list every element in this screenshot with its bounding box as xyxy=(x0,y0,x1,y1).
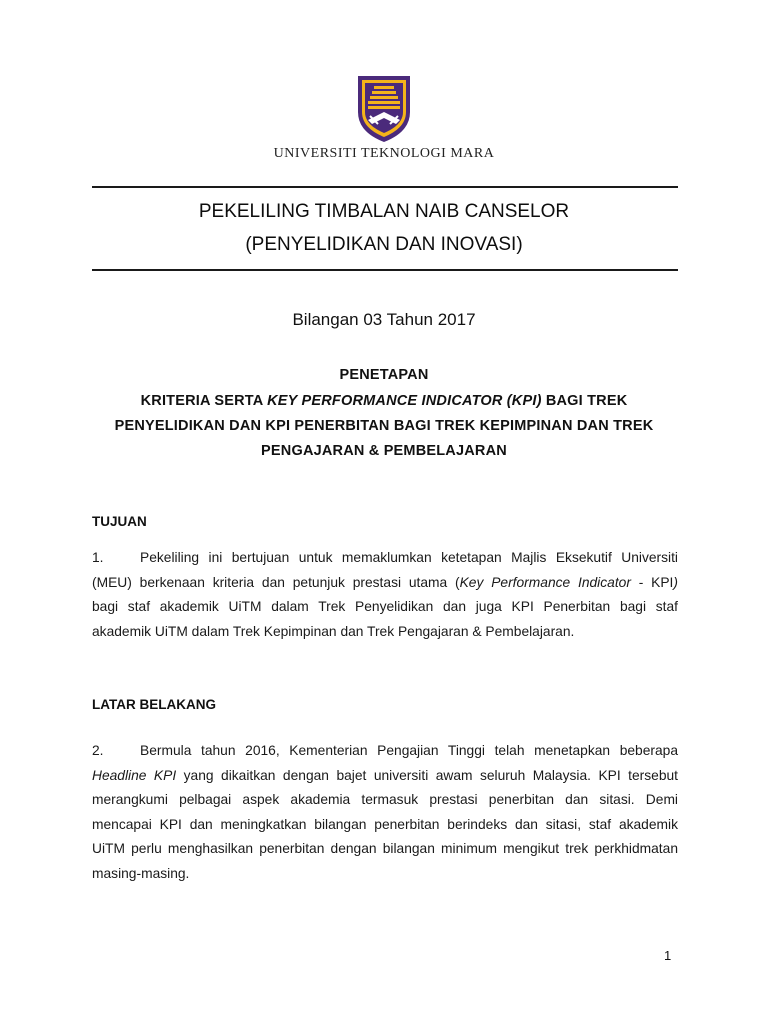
paragraph-text: Bermula tahun 2016, Kementerian Pengajian Tinggi telah menetapkan beberapa xyxy=(140,743,678,758)
subject-text: KRITERIA SERTA xyxy=(140,393,268,409)
circular-number: Bilangan 03 Tahun 2017 xyxy=(292,310,476,329)
university-name: UNIVERSITI TEKNOLOGI MARA xyxy=(273,146,495,161)
paragraph-line: mencapai KPI dan meningkatkan bilangan penerbitan berindeks dan sitasi, staf akademik xyxy=(92,816,678,832)
paragraph-text: yang dikaitkan dengan bajet universiti awam seluruh Malaysia. KPI tersebut xyxy=(176,767,678,783)
page-number: 1 xyxy=(664,948,672,963)
uitm-crest-icon xyxy=(356,74,412,144)
subject-italic-text: KEY PERFORMANCE INDICATOR (KPI) xyxy=(267,393,542,409)
subject-line-1 xyxy=(0,393,768,409)
paragraph-italic: Headline KPI xyxy=(92,767,177,783)
paragraph-text: - KPI xyxy=(630,574,674,590)
subject-line-2: PENYELIDIKAN DAN KPI PENERBITAN BAGI TREK KEPIMPINAN DAN TREK xyxy=(114,418,654,434)
paragraph-italic: Key Performance Indicator xyxy=(459,574,631,590)
paragraph-line: masing-masing. xyxy=(92,865,190,881)
top-rule xyxy=(92,186,678,188)
paragraph-line: bagi staf akademik UiTM dalam Trek Penyelidikan dan juga KPI Penerbitan bagi staf xyxy=(92,599,678,614)
paragraph-1 xyxy=(92,546,678,644)
document-title: PEKELILING TIMBALAN NAIB CANSELOR xyxy=(198,201,570,222)
paragraph-line xyxy=(92,764,678,789)
subject-line-3: PENGAJARAN & PEMBELAJARAN xyxy=(261,443,507,459)
paragraph-text: Pekeliling ini bertujuan untuk memaklumkan ketetapan Majlis Eksekutif Universiti xyxy=(140,550,678,565)
bottom-rule xyxy=(92,269,678,271)
paragraph-number: 1. xyxy=(92,550,104,565)
paragraph-line xyxy=(92,546,678,571)
paragraph-2 xyxy=(92,739,678,886)
section-heading-tujuan: TUJUAN xyxy=(92,514,147,529)
paragraph-number: 2. xyxy=(92,743,104,758)
paragraph-line: UiTM perlu menghasilkan penerbitan dengan bilangan minimum mengikut trek perkhidmatan xyxy=(92,841,678,856)
paragraph-line: merangkumi pelbagai aspek akademia termasuk prestasi penerbitan dan sitasi. Demi xyxy=(92,792,678,807)
paragraph-line xyxy=(92,571,678,596)
paragraph-text: (MEU) berkenaan kriteria dan petunjuk prestasi utama ( xyxy=(92,574,460,590)
paragraph-italic: ) xyxy=(673,574,678,590)
paragraph-line xyxy=(92,739,678,764)
subject-line-0: PENETAPAN xyxy=(339,367,429,383)
section-heading-latar-belakang: LATAR BELAKANG xyxy=(92,697,216,712)
subject-text: BAGI TREK xyxy=(541,393,628,409)
document-subtitle: (PENYELIDIKAN DAN INOVASI) xyxy=(245,234,523,255)
paragraph-line: akademik UiTM dalam Trek Kepimpinan dan Trek Pengajaran & Pembelajaran. xyxy=(92,623,575,639)
